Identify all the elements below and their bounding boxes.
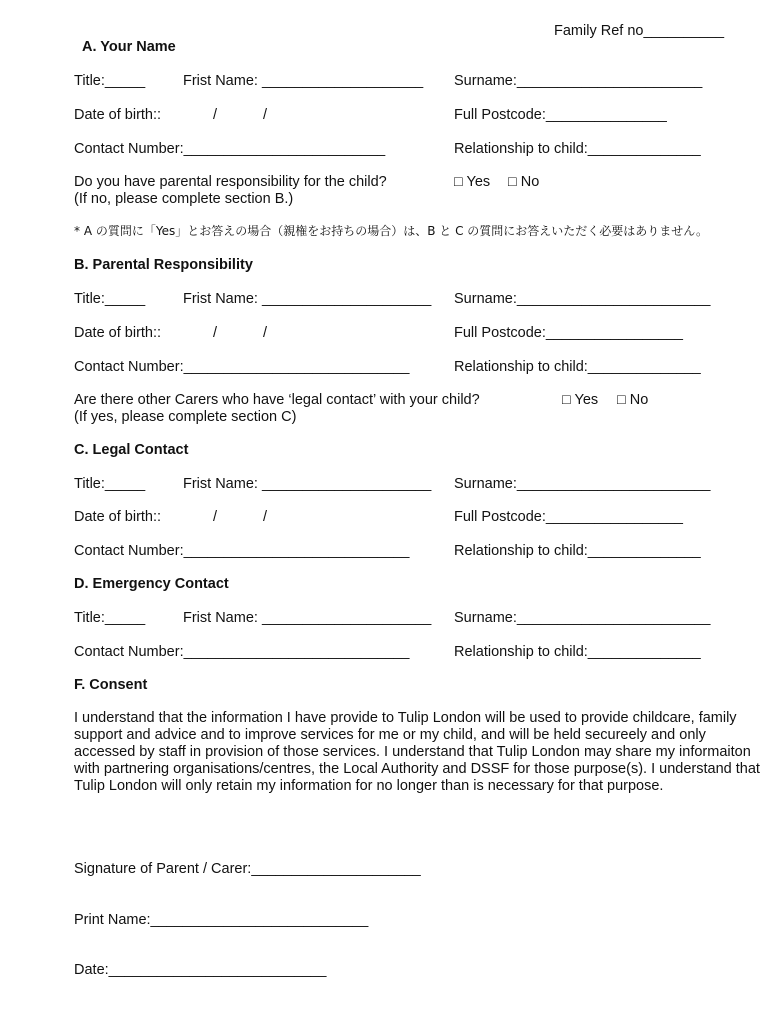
section-b-dob-slash: / bbox=[263, 325, 268, 341]
section-b-no-checkbox[interactable]: □ No bbox=[617, 392, 649, 408]
section-d-relationship-field[interactable]: Relationship to child:______________ bbox=[454, 644, 701, 660]
section-a-dob-slash: / bbox=[263, 107, 268, 123]
section-c-first-name-field[interactable]: Frist Name: _____________________ bbox=[183, 476, 432, 492]
section-c-dob-field[interactable]: Date of birth:: bbox=[74, 509, 162, 525]
section-a-postcode-field[interactable]: Full Postcode:_______________ bbox=[454, 107, 667, 123]
section-a-dob-slash: / bbox=[213, 107, 218, 123]
section-d-first-name-field[interactable]: Frist Name: _____________________ bbox=[183, 610, 432, 626]
section-a-no-checkbox[interactable]: □ No bbox=[508, 174, 540, 190]
section-c-postcode-field[interactable]: Full Postcode:_________________ bbox=[454, 509, 683, 525]
section-b-contact-field[interactable]: Contact Number:____________________________ bbox=[74, 359, 410, 375]
section-a-contact-field[interactable]: Contact Number:_________________________ bbox=[74, 141, 386, 157]
section-a-question-sub: (If no, please complete section B.) bbox=[74, 191, 294, 207]
signature-field[interactable]: Signature of Parent / Carer:_____________________ bbox=[74, 861, 421, 877]
section-d-heading: D. Emergency Contact bbox=[74, 576, 229, 592]
section-b-dob-field[interactable]: Date of birth:: bbox=[74, 325, 162, 341]
section-a-heading: A. Your Name bbox=[82, 39, 176, 55]
section-b-relationship-field[interactable]: Relationship to child:______________ bbox=[454, 359, 701, 375]
section-d-title-field[interactable]: Title:_____ bbox=[74, 610, 146, 626]
section-a-question: Do you have parental responsibility for the child? bbox=[74, 174, 387, 190]
section-c-surname-field[interactable]: Surname:________________________ bbox=[454, 476, 711, 492]
section-a-first-name-field[interactable]: Frist Name: ____________________ bbox=[183, 73, 424, 89]
section-b-title-field[interactable]: Title:_____ bbox=[74, 291, 146, 307]
section-a-relationship-field[interactable]: Relationship to child:______________ bbox=[454, 141, 701, 157]
consent-paragraph: I understand that the information I have provide to Tulip London will be used to provide childcare, family support and advice and to improve services for me or my child, and will be held secureely and only accessed by staff in provision of those services. I understand that Tulip London may share my informaiton with partnering organisations/centres, the Local Authority and DSSF for those purpose(s). I understand that Tulip London will only retain my information for no longer than is necessary for that purpose. bbox=[74, 710, 760, 794]
section-f-heading: F. Consent bbox=[74, 677, 148, 693]
section-b-surname-field[interactable]: Surname:________________________ bbox=[454, 291, 711, 307]
section-c-contact-field[interactable]: Contact Number:____________________________ bbox=[74, 543, 410, 559]
section-b-postcode-field[interactable]: Full Postcode:_________________ bbox=[454, 325, 683, 341]
section-b-question: Are there other Carers who have ‘legal contact’ with your child? bbox=[74, 392, 480, 408]
section-b-question-sub: (If yes, please complete section C) bbox=[74, 409, 297, 425]
date-field[interactable]: Date:___________________________ bbox=[74, 962, 327, 978]
section-c-dob-slash: / bbox=[213, 509, 218, 525]
section-d-contact-field[interactable]: Contact Number:____________________________ bbox=[74, 644, 410, 660]
section-c-relationship-field[interactable]: Relationship to child:______________ bbox=[454, 543, 701, 559]
section-a-yes-checkbox[interactable]: □ Yes bbox=[454, 174, 491, 190]
section-a-title-field[interactable]: Title:_____ bbox=[74, 73, 146, 89]
japanese-note: * A の質問に「Yes」とお答えの場合（親権をお持ちの場合）は、B と C の質問にお答えいただく必要はありません。 bbox=[74, 224, 708, 238]
section-b-yes-checkbox[interactable]: □ Yes bbox=[562, 392, 599, 408]
section-c-title-field[interactable]: Title:_____ bbox=[74, 476, 146, 492]
print-name-field[interactable]: Print Name:___________________________ bbox=[74, 912, 369, 928]
section-c-dob-slash: / bbox=[263, 509, 268, 525]
family-ref-field[interactable]: Family Ref no__________ bbox=[554, 23, 725, 39]
section-c-heading: C. Legal Contact bbox=[74, 442, 189, 458]
section-b-heading: B. Parental Responsibility bbox=[74, 257, 253, 273]
section-a-surname-field[interactable]: Surname:_______________________ bbox=[454, 73, 703, 89]
section-d-surname-field[interactable]: Surname:________________________ bbox=[454, 610, 711, 626]
section-b-first-name-field[interactable]: Frist Name: _____________________ bbox=[183, 291, 432, 307]
section-b-dob-slash: / bbox=[213, 325, 218, 341]
section-a-dob-field[interactable]: Date of birth:: bbox=[74, 107, 162, 123]
